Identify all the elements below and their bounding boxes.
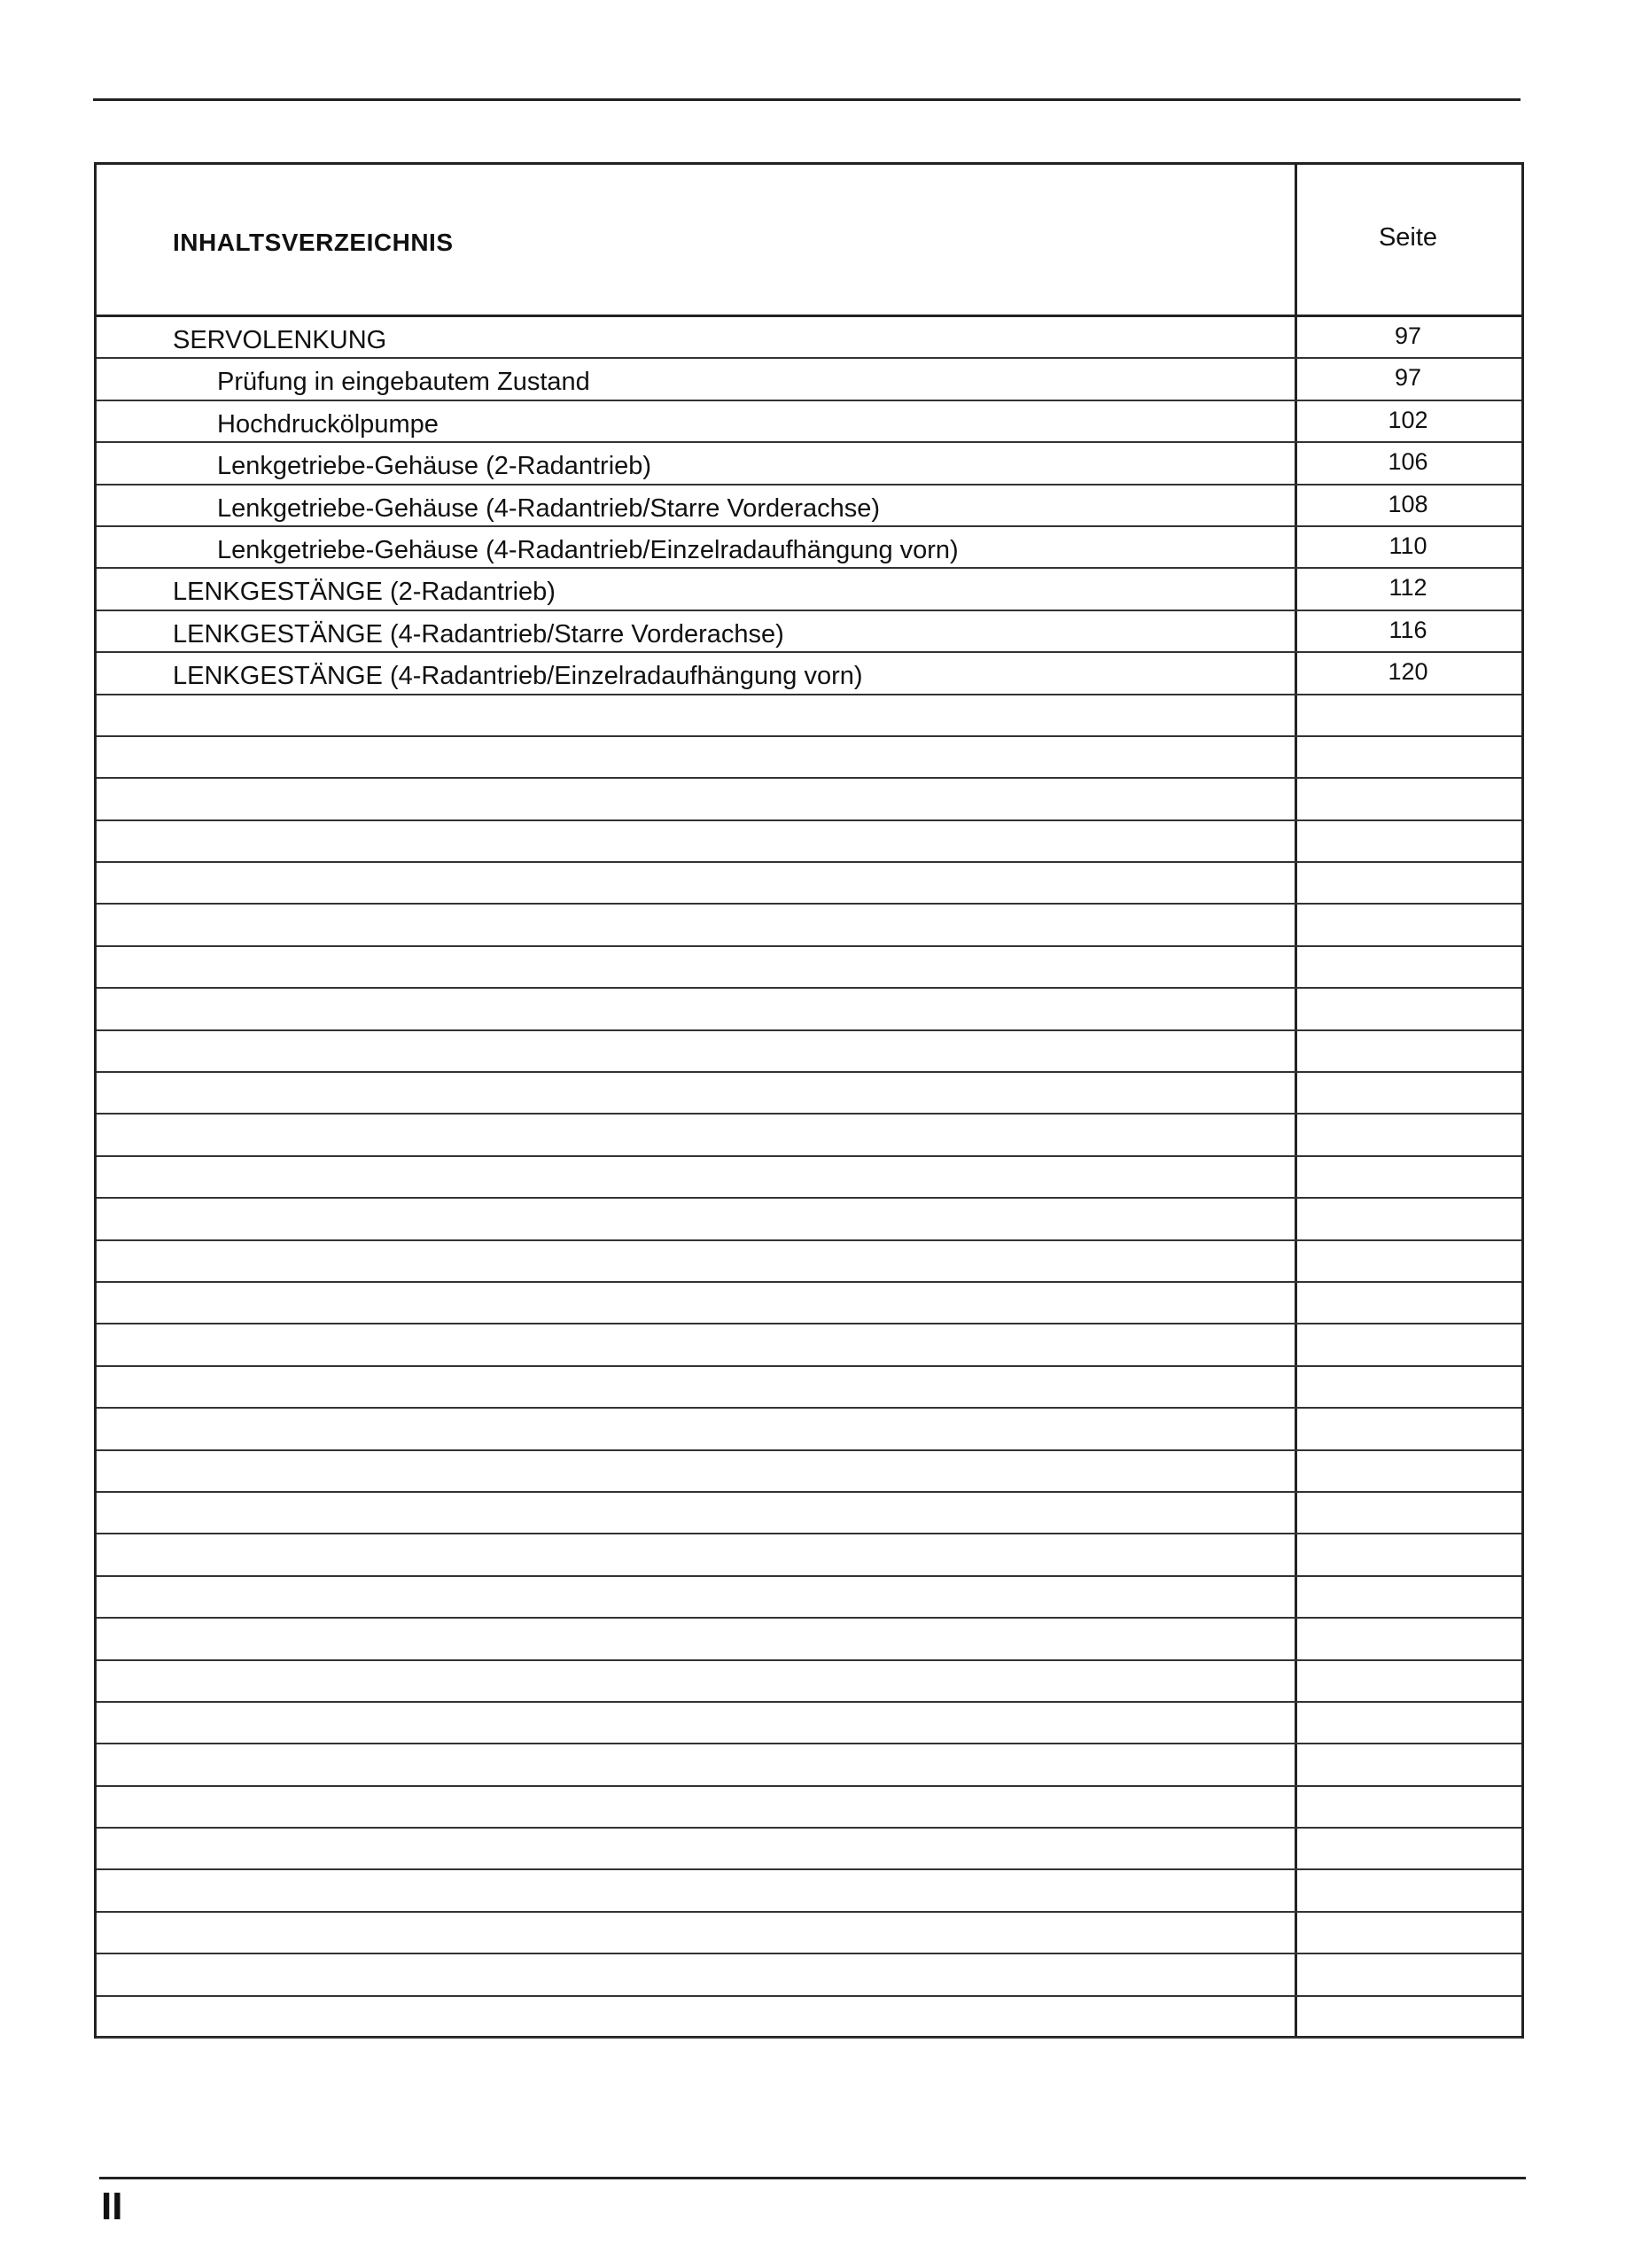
toc-entry-page: 112	[1388, 574, 1427, 602]
empty-row	[97, 1115, 1521, 1156]
empty-row	[97, 1577, 1521, 1619]
toc-entry	[97, 317, 1521, 359]
toc-entry-label: Hochdruckölpumpe	[217, 409, 439, 439]
empty-row	[97, 1997, 1521, 2039]
toc-entry	[97, 527, 1521, 569]
empty-row	[97, 1744, 1521, 1786]
empty-row	[97, 947, 1521, 989]
empty-row	[97, 1913, 1521, 1954]
empty-row	[97, 1283, 1521, 1324]
empty-row	[97, 1451, 1521, 1493]
empty-row	[97, 1703, 1521, 1744]
toc-entry-page: 108	[1388, 490, 1428, 517]
empty-row	[97, 1409, 1521, 1450]
empty-row	[97, 989, 1521, 1030]
toc-title: INHALTSVERZEICHNIS	[173, 229, 454, 256]
empty-row	[97, 1661, 1521, 1703]
toc-entry-label: Lenkgetriebe-Gehäuse (4-Radantrieb/Einzelradaufhängung vorn)	[217, 535, 959, 564]
empty-row	[97, 695, 1521, 737]
toc-entry-label: Prüfung in eingebautem Zustand	[217, 368, 590, 397]
empty-row	[97, 1031, 1521, 1073]
toc-entry	[97, 653, 1521, 695]
empty-row	[97, 1199, 1521, 1240]
bottom-rule	[99, 2177, 1526, 2179]
empty-row	[97, 1534, 1521, 1576]
toc-rows	[97, 317, 1521, 2039]
toc-entry-page: 102	[1388, 406, 1428, 433]
empty-row	[97, 863, 1521, 905]
empty-row	[97, 1954, 1521, 1996]
toc-entry-page: 120	[1388, 658, 1428, 686]
toc-entry	[97, 443, 1521, 485]
toc-entry-page: 106	[1388, 448, 1428, 476]
toc-entry	[97, 611, 1521, 653]
empty-row	[97, 1870, 1521, 1912]
page-column-label: Seite	[1378, 223, 1438, 252]
toc-entry-label: LENKGESTÄNGE (4-Radantrieb/Einzelradaufhängung vorn)	[173, 662, 863, 691]
toc-entry-page: 97	[1394, 322, 1422, 349]
empty-row	[97, 1073, 1521, 1115]
empty-row	[97, 779, 1521, 820]
empty-row	[97, 821, 1521, 863]
empty-row	[97, 1619, 1521, 1660]
empty-row	[97, 1787, 1521, 1829]
toc-entry	[97, 569, 1521, 610]
toc-entry	[97, 401, 1521, 443]
empty-row	[97, 1829, 1521, 1870]
empty-row	[97, 905, 1521, 946]
top-rule	[93, 98, 1521, 101]
empty-row	[97, 737, 1521, 779]
empty-row	[97, 1367, 1521, 1409]
toc-entry-page: 116	[1388, 616, 1427, 643]
empty-row	[97, 1157, 1521, 1199]
page-number: II	[101, 2185, 123, 2228]
toc-entry-label: LENKGESTÄNGE (2-Radantrieb)	[173, 578, 556, 607]
toc-entry-label: LENKGESTÄNGE (4-Radantrieb/Starre Vorderachse)	[173, 619, 784, 649]
toc-entry	[97, 359, 1521, 400]
toc-entry-label: Lenkgetriebe-Gehäuse (4-Radantrieb/Starre Vorderachse)	[217, 493, 880, 523]
toc-entry-page: 97	[1394, 364, 1422, 392]
empty-row	[97, 1324, 1521, 1366]
toc-entry	[97, 485, 1521, 527]
empty-row	[97, 1241, 1521, 1283]
table-of-contents	[94, 162, 1524, 2039]
toc-entry-page: 110	[1388, 532, 1427, 559]
toc-entry-label: SERVOLENKUNG	[173, 326, 387, 354]
empty-row	[97, 1493, 1521, 1534]
toc-entry-label: Lenkgetriebe-Gehäuse (2-Radantrieb)	[217, 452, 652, 481]
toc-header	[97, 165, 1521, 317]
